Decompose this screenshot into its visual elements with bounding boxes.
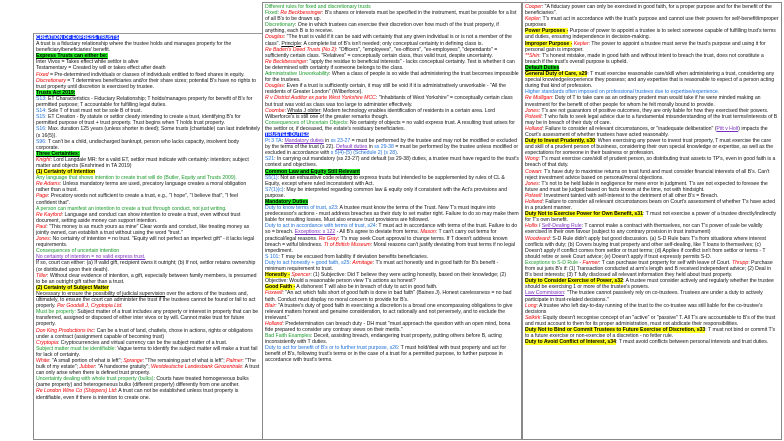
- paragraph: [525, 327, 779, 339]
- body-text: : S-D Rule didn't apply but good discussion. (a) S-D Rule bars T's from situations where interest conflicts with duty; (b) Covers buying trust property and other self-dealing, like T loans to themselves; (c) Doesn't apply if conflict comes from settlor or trust terms; (d) Applies if conflict isn't from settlor or terms - T should retire or seek Court advice; (e) Doesn't apply if trust expressly permits S-D.: [525, 235, 766, 260]
- body-text: : T cannot make a contract with themselves, nor can T's power of sale be validly exercised in their own favour (subject to any contrary provision in trust instrument): [525, 223, 763, 236]
- topic-label: Subject matter must be identifiable:: [36, 345, 116, 352]
- paragraph: [525, 138, 779, 156]
- paragraph: [525, 114, 779, 126]
- case-name: Palmer: [226, 357, 243, 364]
- body-text: : A trustee must consider actively and regularly whether the trustee should be exercising 1 or more of the trustee's powers.: [525, 278, 774, 291]
- body-text: ) impacts the Court's assessment of whether trustees have acted reasonably.: [525, 125, 768, 138]
- body-text: : Moral reasons can't justify deviating from trust terms if no legal impediment.: [265, 241, 515, 254]
- body-text: : In carrying out mandatory (ss 23-27) and default (ss 29-38) duties, a trustee must have regard to the trust's context and objectives.: [265, 156, 519, 169]
- topic-label: Exceptions to S-D Rule: [525, 259, 578, 266]
- body-text: : T can purchase trust property for self with leave of Court.: [599, 259, 732, 266]
- highlighted-heading: (2) Certainty of Subject Matter: [36, 284, 109, 291]
- statute-reference: Duty to act for benefit of B's or to further trust purpose, s26: [265, 345, 398, 352]
- body-text: : T's must act in accordance with the trust's purpose and cannot use their powers for self-benefit/improper purposes: [525, 16, 779, 29]
- paragraph: [265, 71, 519, 83]
- highlighted-heading: Duty Not to Bind or Commit Trustees to Future Exercise of Discretion, s33: [525, 326, 706, 333]
- paragraph: [265, 272, 519, 284]
- statute-reference: S21: [265, 156, 275, 163]
- body-text: : "A trustee's duty of good faith in exercising a discretion is a broad one encompassing obligations to give relevant matters honest and genuine consideration, to act rationally and not perversely, and to exclude the irrelevant.": [265, 302, 513, 321]
- topic-label: Different rules for fixed and discretionary trusts: [265, 4, 371, 10]
- body-text: : A trustee who left day-to-day running of the trust to the co-trustee was still liable for the co-trustee's decisions: [525, 302, 763, 315]
- case-name: Per Goodall J, Cryptopia Ltd.: [56, 303, 123, 310]
- case-name: Sprange: [123, 357, 143, 364]
- subsection-heading: Express Trusts can either be:: [36, 53, 108, 60]
- paragraph: [36, 346, 260, 358]
- topic-label: Administrative Unworkability: [265, 71, 330, 78]
- highlighted-heading: Improper Purpose -: [525, 40, 573, 47]
- body-text: ET Creation - By statute or settlor clearly intending to create a trust, identifying B's for permitted purpose of trust + trust property. Trust begins when T holds trust property.: [36, 114, 241, 127]
- body-text: : When exercising any power to invest trust property, T must exercise the care and skill of a prudent person of business, considering their own special knowledge or expertise, as well as the expectations for someone in their business or profession.: [525, 138, 774, 157]
- topic-label: Must be property:: [36, 309, 76, 316]
- body-text: Inter Vivos = Takes effect while settlor is alive: [36, 59, 139, 66]
- paragraph: [265, 47, 519, 59]
- body-text: Purpose of power to appoint a trustee is to select someone capable of fulfilling trust's terms and duties, ensuring independence in decision-making.: [525, 28, 776, 41]
- paragraph: [36, 328, 260, 340]
- paragraph: [525, 126, 779, 138]
- body-text: :: [277, 10, 281, 17]
- notes-column-2: [262, 2, 522, 440]
- paragraph: [265, 156, 519, 168]
- paragraph: [265, 108, 519, 120]
- case-name: Woodward: [525, 235, 550, 242]
- paragraph: [265, 175, 519, 187]
- statute-reference: Duty to act in accordance with terms of trust, s24: [265, 223, 376, 230]
- paragraph: [36, 126, 260, 138]
- body-text: : A complete list of B's isn't needed; only conceptual certainty in defining class is.: [300, 40, 483, 47]
- paragraph: [525, 211, 779, 223]
- case-name: Long: [525, 302, 537, 309]
- paragraph: [265, 205, 519, 223]
- paragraph: [525, 53, 779, 65]
- paragraph: [36, 96, 260, 108]
- body-text: : Predetermination can breach duty - DH must "must approach the question with an open mind, bona fide prepared to consider any contrary views on their merits.": [265, 320, 511, 333]
- subsection-heading: Trusts Act 2019:: [36, 89, 76, 96]
- paragraph: [36, 78, 260, 90]
- case-name: Re Beckbessinger: [265, 58, 307, 65]
- body-text: :: [284, 107, 288, 114]
- body-text: : Can be a trust of land, chattels, chose in actions, rights or obligations under a contract (assignment capable of becoming trust): [36, 327, 253, 340]
- paragraph: [525, 199, 779, 211]
- section-heading: TRUSTEE DUTIES: [265, 131, 310, 138]
- paragraph: [265, 321, 519, 333]
- body-text: Subject matter of a trust includes any property or interest in property that can be transferred, assigned or disposed of either inter vivos or by will. Cannot make trust for future property.: [36, 309, 259, 328]
- body-text: : A trust can only arise when there is defined trust property.: [36, 364, 260, 377]
- body-text: : T may be excused from liability if deviation benefits beneficiaries.: [278, 253, 429, 260]
- body-text: : Language and conduct can show intention to create a trust, even without trust document, setting aside money can support intention.: [36, 211, 241, 224]
- statute-reference: Duty to act honestly + good faith, s25: [265, 259, 350, 266]
- paragraph: [36, 181, 260, 193]
- body-text: : T must avoid conflicts between personal interests and trust duties.: [615, 339, 769, 346]
- body-text: : "Inhabitants of West Yorkshire" = conceptually certain class but trust was void as class was too large to administer effectively.: [265, 95, 513, 108]
- case-name: Spencer: [291, 272, 311, 279]
- statute-reference: S 101: [265, 253, 279, 260]
- case-name: Discretionary: [36, 77, 66, 84]
- case-name: Holland: [525, 199, 543, 205]
- paragraph: [36, 291, 260, 309]
- case-name: Holland: [525, 125, 543, 132]
- underlined-text: Necessary to ensure the possibility of judicial supervision: [36, 290, 166, 297]
- case-name: Tt of British Museum: [323, 241, 371, 248]
- case-name: Tiller: [36, 272, 48, 279]
- paragraph: [265, 83, 519, 95]
- body-text: : Lord Langdale MR: for a valid ET, settlor must indicate with certainty: intention; subject matter and objects (Enshrined in TA 2019): [36, 156, 249, 169]
- case-name: Re Gray: [318, 235, 338, 242]
- body-text: : T's have duty to maximise returns on trust fund and must consider financial interests of all B's. Can't reject investment advice based on personal/moral objections.: [525, 168, 770, 181]
- body-text: If so, court can either: (a) If valid gift, recipient owns it outright; (b) If not, settlor retains ownership (or distributed upon their death).: [36, 260, 256, 273]
- paragraph: [265, 10, 519, 22]
- paragraph: [265, 34, 519, 46]
- highlighted-heading: Good Faith -: [265, 284, 296, 291]
- body-text: : T's are not guarantors of positive outcomes, they are only liable for how they exercised their powers.: [538, 107, 769, 114]
- case-name: Re Beckbessinger: [280, 10, 322, 17]
- statute-reference: S15:: [36, 114, 47, 121]
- underlined-term: Mandatory duties: [284, 138, 324, 145]
- case-name: Kepler: [573, 40, 589, 47]
- case-name: Knight: [36, 156, 51, 163]
- body-text: = T determines beneficiaries and/or their share sizes; potential B's have no rights to trust property until discretion is exercised by trustee.: [36, 77, 256, 90]
- body-text: : "An act which falls short of good faith is done in bad faith" (Baines J). Honest carelessness = no bad faith. Conduct must display no moral concern to provide for B's.: [265, 290, 512, 303]
- paragraph: [265, 303, 519, 321]
- underlined-text: Principle: [281, 40, 301, 47]
- topic-label: Fixed: [265, 10, 278, 17]
- paragraph: [525, 28, 779, 40]
- underlined-term: Default duties: [336, 144, 368, 151]
- body-text: T can't be a child, undischarged bankrupt, person who lacks capacity, insolvent body corporate.: [36, 138, 240, 151]
- topic-label: Bad Faith Examples: [265, 333, 311, 340]
- body-text: : T can't carry out terms for practical/legal reasons.: [265, 229, 497, 242]
- body-text: : B's shares or interests must be specified in the instrument, must be possible for a list of all B's to be drawn up.: [265, 10, 517, 23]
- paragraph: [525, 303, 779, 315]
- case-name: Fixed: [36, 71, 49, 78]
- paragraph: [36, 114, 260, 126]
- body-text: : Precatory words not sufficient to create a trust, e.g., "I hope", "I believe that", "I feel confident that".: [36, 193, 238, 206]
- paragraph: [525, 260, 779, 278]
- case-name: Holland: [265, 320, 283, 327]
- body-text: : (1) Subjective: Did T believe they were acting honestly, based on their knowledge; (2) Objective: Would a reasonable person view T's actions as honest?: [265, 272, 507, 285]
- case-name: Hollis: [525, 223, 538, 230]
- body-text: : Purchase from sui juris B's if: (1) Transaction conducted at arm's length and B received independent advice; (2) Deal in B's best interests; (3) T fully disclosed all relevant information they held about trust property.: [525, 259, 773, 279]
- body-text: : T's must exercise care/skill of prudent person, so distributing trust assets to TP's, even in good faith is a breach of that duty.: [525, 156, 776, 169]
- highlighted-heading: (1) Certainty of Intention: [36, 169, 96, 176]
- body-text: :: [349, 259, 353, 266]
- body-text: Sole T of trust must not be sole B of trust.: [46, 108, 142, 115]
- body-text: : T must not bind or commit T's to a future exercise or non-exercise of a discretion - no fetter rule.: [525, 326, 776, 340]
- paragraph: [265, 290, 519, 302]
- body-text: : "A handsome gratuity";: [95, 364, 152, 371]
- statute-reference: S16:: [36, 126, 47, 133]
- case-name: R v District Auditor ex parte West Yorkshire MCC: [265, 95, 376, 102]
- paragraph: [36, 157, 260, 169]
- body-text: = must be performed by the trustee and may not be modified or excluded by the terms of the trust (s 22).: [265, 138, 517, 151]
- paragraph: [525, 290, 779, 302]
- highlighted-heading: Duty Not to Exercise Power for Own Benefit, s31: [525, 211, 643, 218]
- case-name: Wong: [525, 156, 539, 163]
- subsection-heading: Three Certainties:: [36, 150, 80, 157]
- highlighted-heading: Honestly -: [265, 272, 290, 279]
- case-name: Re Mulligan: [525, 95, 553, 102]
- case-name: Farmer: [582, 259, 600, 266]
- subsection-heading: Common Law and Equity Still Relevant: [265, 168, 360, 175]
- body-text: : "The remaining part of what is left";: [142, 357, 227, 364]
- case-name: Jubber: [79, 364, 96, 371]
- paragraph: [265, 260, 519, 272]
- underlined-term: Pitt v Holt: [716, 125, 739, 132]
- body-text: : Investment tainted with self-interest to the detriment of all other B's = Breach.: [541, 192, 719, 199]
- paragraph: [525, 41, 779, 53]
- topic-label: Consequences of Uncertain Objects: [265, 119, 348, 126]
- paragraph: [36, 358, 260, 376]
- body-text: : "apply the residue to beneficial interests" - lacks conceptual certainty. Test is whether it can be determined with certainty if someone belongs to the class.: [265, 58, 515, 71]
- topic-label: Any language that shows intention to create trust will do (Butler, Equity and Trusts 2009).: [36, 175, 237, 182]
- paragraph: [265, 95, 519, 107]
- body-text: ET Characteristics - Fiduciary Relationship; T holds/manages property for benefit of B's for permitted purpose; T accountable for fulfilling legal duties.: [36, 95, 253, 109]
- case-name: Blair: [265, 302, 276, 309]
- body-text: : Unless mandatory terms are used, precatory language creates a moral obligation rather than a trust.: [36, 181, 247, 194]
- body-text: A dishonest T will also be in breach of duty to act in good faith.: [295, 284, 438, 291]
- body-text: : "The bulk of my estate";: [36, 357, 256, 371]
- paragraph: [525, 339, 779, 345]
- body-text: : T must act in accordance with terms of the trust. Failure to do so = breach.: [265, 223, 518, 236]
- statute-reference: Pt 3 TA: [265, 138, 282, 145]
- case-name: Jones: [525, 180, 539, 187]
- paragraph: [265, 138, 519, 156]
- body-text: -: [577, 259, 583, 266]
- paragraph: [265, 333, 519, 345]
- case-name: Kepler: [525, 16, 540, 23]
- paragraph: [36, 309, 260, 327]
- paragraph: [525, 223, 779, 235]
- notes-column-1: [33, 33, 263, 440]
- case-name: Cryptopia: [36, 339, 58, 346]
- statute-reference: ss 29-38: [374, 144, 394, 151]
- highlighted-heading: Power Purposes -: [525, 28, 569, 35]
- body-text: over the actions of the trustees and, ultimately, to ensure the court can administer the trust if the trustees cannot be found or fail to act properly.: [36, 290, 256, 310]
- case-name: Cooper: [525, 4, 542, 10]
- body-text: : Duty of T to take care as an ordinary prudent man would take if he were minded making an investment for the benefit of other people for whom he felt morally bound to provide.: [525, 95, 761, 108]
- statute-reference: S14:: [36, 108, 47, 115]
- body-text: = must be performed by the trustee unless modified or excluded in accordance with: [265, 144, 519, 157]
- body-text: = Pre-determined individuals or classes of individuals entitled to fixed shares in equity.: [48, 71, 245, 78]
- body-text: : A trustee must know the terms of the Trust. New T's must inquire into predecessor's actions - must address breaches as their duty to set matter right. Failure to do so may make them liable for resulting losses. Must also ensure trust provisions are followed.: [265, 205, 519, 224]
- body-text: : T must not exercise a power of a trustee directly/indirectly for T's own benefit.: [525, 211, 777, 224]
- body-text: : Without clear evidence of intention, a gift, especially between family members, is presumed to be an outright gift rather than a trust.: [36, 272, 257, 285]
- case-name: Douglas: [265, 83, 284, 90]
- body-text: :: [281, 138, 285, 145]
- case-name: Jones: [36, 236, 50, 243]
- paragraph: [525, 16, 779, 28]
- case-name: Foxwell: [265, 290, 283, 297]
- statute-reference: s 5(4)-(5) (Schedule 2) (s 28): [330, 150, 397, 157]
- body-text: : T who fails to seek legal advice due to a fundamental misunderstanding of the trust terms/interests of B may be in breach of their duty of care.: [525, 113, 778, 126]
- underlined-term: Self-Dealing Rule: [541, 223, 582, 230]
- body-text: : T's not to be held liable in negligence for mere error in judgment. T's are not expected to foresee the future and must be judged based on facts known at the time, not with hindsight.: [525, 180, 768, 193]
- statute-reference: S7(1)(c): [265, 186, 284, 193]
- body-text: .: [396, 150, 399, 157]
- paragraph: [265, 345, 519, 363]
- paragraph: [525, 4, 779, 16]
- body-text: : Not an exhaustive code relating to express trusts but intended to be supplemented by rules of CL & Equity, except where ruled inconsistent with Act.: [265, 174, 505, 187]
- case-name: Re Kayford: [36, 211, 62, 218]
- body-text: : Cryptocurrencies and virtual currency can be the subject matter of a trust.: [57, 339, 228, 346]
- body-text: : Modern technology enables identification of residents in a certain area. Lord Wilberforce's is still one of the greater remarks though.: [265, 107, 495, 120]
- body-text: : Deceit, assisting breach, endangering trust property, putting others before B, acting inconsistently with T duties.: [265, 333, 502, 346]
- paragraph: [36, 193, 260, 205]
- body-text: A trust is a fiduciary relationship where the trustee holds and manages property for the beneficiary/beneficiaries' benefit.: [36, 41, 232, 54]
- body-text: Max. duration 125 years (unless shorter in deed); Some trusts (charitable) can last indefinitely (s 16(5)).: [36, 126, 260, 139]
- paragraph: [36, 273, 260, 285]
- paragraph: [36, 260, 260, 272]
- body-text: Testamentary = Created by will or takes effect after death: [36, 65, 166, 72]
- body-text: : May be interpreted regarding common law & equity only if consistent with the Act's provisions and purpose.: [265, 186, 508, 199]
- statute-reference: S13:: [36, 95, 47, 102]
- highlighted-heading: General Duty of Care, s29: [525, 71, 588, 78]
- underlined-term: Exceptions: s 122: [294, 229, 336, 236]
- paragraph: [525, 315, 779, 327]
- body-text: : "Officers", "employees", "ex-officers", "ex-employees", "dependants" = sufficiently certain class. "Relatives" = conceptually certain class, thus valid trust, despite uncertainty.: [265, 46, 498, 59]
- case-name: Mason: [420, 229, 436, 236]
- body-text: : T must hold/deal with trust property and act for benefit of B's, following trust's terms or in the case of a trust for a permitted purpose, to further purpose in accordance with trust's terms.: [265, 345, 507, 364]
- paragraph: [525, 236, 779, 260]
- body-text: : "The trust is valid if it can be said with certainty that any given individual is or is not a member of the class".: [265, 34, 512, 47]
- statute-reference: ss 23-27: [330, 138, 351, 145]
- subsection-heading: Default Duties: [525, 64, 560, 71]
- underlined-term: Law Commission: [525, 290, 565, 297]
- paragraph: [525, 71, 779, 89]
- case-name: Selkirk: [525, 314, 541, 321]
- highlighted-heading: Duty to Avoid Conflict of Interest, s34: [525, 339, 616, 346]
- paragraph: [265, 22, 519, 34]
- case-name: Cowan: [525, 168, 541, 175]
- paragraph: [525, 156, 779, 168]
- body-text: : Courts have treated homogeneous bulks (same property) and heterogeneous bulks (different property) differently from one another.: [36, 376, 249, 389]
- body-text: : T's must act honestly and in good faith for B's benefit - minimum requirement to trust.: [265, 259, 499, 273]
- case-name: Douglas: [265, 34, 284, 41]
- case-name: Polwell: [525, 113, 542, 120]
- case-name: Paul: [36, 223, 47, 230]
- body-text: : Failure to consider all relevant circumstances bears on Court's assessment of whether T's have acted in a prudent manner.: [525, 199, 776, 212]
- body-text: : T must exercise reasonable care/skill when administering a trust, considering any special knowledge/experience they possess; and any expertise that is reasonable to expect of a person acting during that kind of profession.: [525, 71, 775, 90]
- body-text: Vague terms to identify the subject matter will make a trust fail for lack of certainty.: [36, 345, 258, 358]
- underlined-term: No certainty of intention = no valid express trust.: [36, 254, 146, 261]
- paragraph: [36, 139, 260, 151]
- statute-reference: Duty to know terms of trust, s23: [265, 205, 337, 212]
- paragraph: [265, 187, 519, 199]
- paragraph: [36, 236, 260, 248]
- body-text: in: [367, 144, 375, 151]
- body-text: : "This money is as much yours as mine" Clear words and conduct, like treating money as jointly owned, can establish a trust without using the word "trust.": [36, 223, 250, 236]
- body-text: : Even if a trust is sufficiently certain, it may still be void if it is administratively unworkable - "All the residents of Greater London" (Wilberforce).: [265, 83, 506, 96]
- case-name: Re Adams: [36, 181, 60, 188]
- paragraph: [525, 95, 779, 107]
- case-name: Westdeutsche Landesbank Girozentrale: [151, 364, 243, 371]
- body-text: : "The trustee cannot passively rely on co-trustees. Trustees are under a duty to actively participate in trust-related decisions.": [525, 290, 763, 303]
- case-name: Jones: [525, 107, 539, 114]
- case-name: Don King Productions Inc: [36, 327, 94, 334]
- case-name: Re London Wine Co (Shippers) Ltd: [36, 388, 116, 395]
- paragraph: [265, 120, 519, 132]
- case-name: Armitage: [352, 259, 373, 266]
- case-name: Polwell: [525, 192, 542, 199]
- paragraph: [265, 223, 519, 253]
- topic-label: Discretionary: [265, 22, 295, 29]
- body-text: : No certainty of intention = no trust. "Equity will not perfect an imperfect gift" - it lacks legal requirements.: [36, 236, 255, 249]
- paragraph: [525, 278, 779, 290]
- statute-reference: S5(1): [265, 174, 278, 181]
- body-text: /: [537, 223, 542, 230]
- section-heading: CREATION OF EXPRESS TRUSTS: [36, 35, 119, 41]
- paragraph: [36, 212, 260, 224]
- body-text: : A trust can not be established unless trust property is identifiable, even if there is intention to create one.: [36, 388, 239, 401]
- body-text: : The power to appoint a trustee must serve the trust's purpose and using it for personal gain is improper.: [525, 40, 766, 53]
- body-text: : One in which trustees can exercise their discretion over how much of the trust property, if anything, each B is to receive.: [265, 22, 499, 35]
- body-text: : Equity doesn't recognise concept of an "active" or "passive" T. All T's are accountable to B's of the trust and must account to them for its proper administration, must not abdicate their responsibilities.: [525, 314, 776, 327]
- paragraph: [525, 169, 779, 181]
- body-text: - All B's agree to deviate from terms.: [335, 229, 421, 236]
- body-text: : No certainty of objects = no valid express trust. A resulting trust arises for the settlor or, if deceased, the estate's residuary beneficiaries.: [265, 119, 515, 132]
- statute-reference: Higher standards often imposed on professional trustees due to expertise/experience.: [525, 89, 720, 96]
- case-name: Page: [36, 193, 48, 200]
- paragraph: [36, 224, 260, 236]
- highlighted-heading: Duty to Consider Exercise of Power, s32: [525, 278, 624, 285]
- body-text: : Failure to consider all relevant circumstances, or "inadequate deliberation" (: [542, 125, 717, 132]
- body-text: : When a class of people is so wide that administering the trust becomes impossible for the trustees.: [265, 71, 519, 84]
- body-text: : T's may seek Court approval to change terms. If T doesn't address known breach = wilful blindness.: [265, 235, 508, 248]
- case-name: White: [36, 357, 50, 364]
- case-name: Thrupp: [731, 259, 749, 266]
- body-text: : "A small portion of what is left";: [49, 357, 124, 364]
- body-text: in: [323, 138, 331, 145]
- underlined-text: Whata J obiter: [287, 107, 321, 114]
- body-text: : "A fiduciary power can only be exercised in good faith, for a proper purpose and for the benefit of the beneficiaries".: [525, 4, 772, 17]
- case-name: Re Baden's Deed Trusts (No 2): [265, 46, 336, 53]
- notes-column-3: [522, 2, 782, 440]
- case-name: Coombe: [265, 107, 285, 114]
- paragraph: [265, 59, 519, 71]
- paragraph: [36, 388, 260, 400]
- topic-label: Consequences of uncertain intention: [36, 248, 120, 255]
- topic-label: Uncertainty dealing with whole trust property (bulks): [36, 376, 154, 383]
- case-name: **Shin: [525, 52, 540, 59]
- highlighted-heading: Duty to Invest Prudently, s30: [525, 138, 595, 145]
- statute-reference: S96:: [36, 138, 47, 145]
- subsection-heading: Mandatory Duties: [265, 199, 309, 205]
- topic-label: A person can manifest an intention to create a trust through conduct, not just writing.: [36, 205, 227, 212]
- paragraph: [525, 181, 779, 193]
- paragraph: [36, 41, 260, 53]
- paragraph: [36, 376, 260, 388]
- body-text: : T's honest mistake, made in good faith and without intent to breach the trust, does not constitute a breach if the trust's overall purpose is upheld.: [525, 52, 764, 65]
